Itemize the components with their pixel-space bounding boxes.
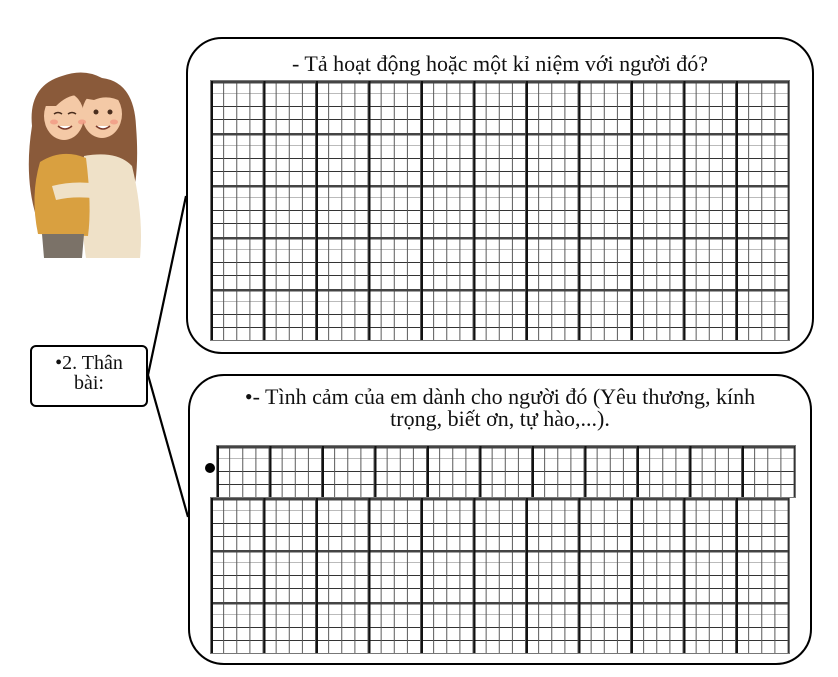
feelings-prompt-line2: trọng, biết ơn, tự hào,...). xyxy=(390,406,610,431)
bullet-icon xyxy=(205,463,215,473)
feelings-prompt xyxy=(190,386,810,430)
writing-grid-feelings[interactable] xyxy=(210,497,790,654)
section-label-line2: bài: xyxy=(74,372,104,394)
hugging-girls-illustration xyxy=(22,66,146,258)
writing-grid-activity[interactable] xyxy=(210,80,790,341)
section-label-than-bai xyxy=(30,345,148,407)
writing-grid-feelings-first-row[interactable] xyxy=(216,445,796,498)
activity-memory-prompt: - Tả hoạt động hoặc một kỉ niệm với người đó? xyxy=(291,51,709,76)
feelings-prompt-line1: •- Tình cảm của em dành cho người đó (Yêu thương, kính xyxy=(244,384,756,409)
section-label-line1: •2. Thân xyxy=(55,352,123,374)
